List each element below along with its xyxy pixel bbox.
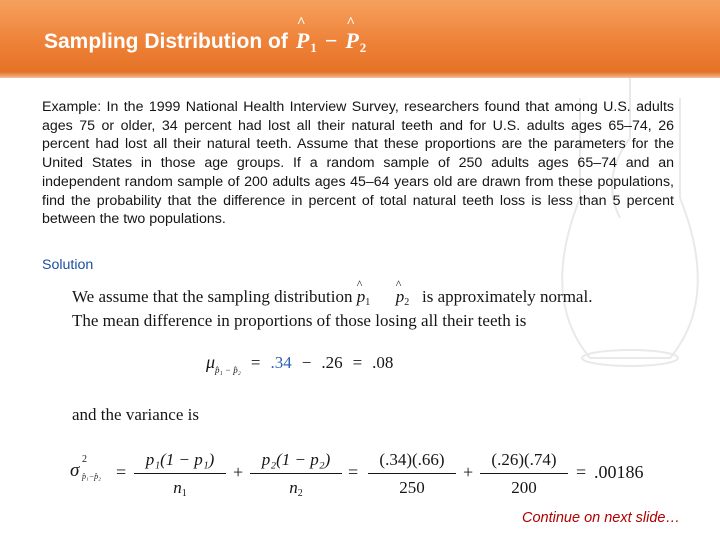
variance-equals: = — [116, 462, 127, 482]
fraction-2-denominator — [250, 474, 342, 498]
mean-value-a: .34 — [270, 353, 292, 372]
slide-title-math — [296, 28, 366, 54]
continue-note: Continue on next slide… — [522, 510, 680, 526]
slide-title-text: Sampling Distribution of — [44, 30, 288, 53]
solution-label: Solution — [42, 257, 94, 273]
title-minus: − — [324, 28, 338, 53]
slide-title — [44, 28, 366, 54]
mean-equation — [206, 352, 403, 373]
fraction-1-n: n — [173, 478, 182, 497]
fraction-4 — [480, 450, 568, 498]
fraction-3-denominator: 250 — [399, 478, 425, 497]
solution-line-1-text-a: We assume that the sampling distribution — [72, 287, 353, 306]
mean-subscript: p̂₁ − p̂₂ — [215, 365, 241, 375]
p-hat-2: ^ p — [396, 287, 405, 307]
mean-value-b: .26 — [321, 353, 343, 372]
fraction-1-numerator: p₁(1 − p₁) — [145, 450, 215, 469]
fraction-2-numerator: p₂(1 − p₂) — [261, 450, 331, 469]
variance-superscript: 2 — [82, 454, 87, 465]
variance-equals-2: = — [348, 462, 359, 482]
variance-equation — [70, 450, 660, 504]
fraction-1-n-sub: 1 — [181, 488, 187, 499]
variance-symbol: σ — [70, 460, 80, 481]
variance-subscript: p̂₁−p̂₂ — [82, 472, 101, 481]
variance-plus-2: + — [463, 462, 474, 482]
solution-line-2: The mean difference in proportions of those losing all their teeth is — [72, 311, 527, 330]
fraction-2 — [250, 450, 342, 498]
variance-plus: + — [233, 462, 244, 482]
p-hat-1: ^ p — [357, 287, 366, 307]
mean-result: .08 — [372, 353, 394, 372]
fraction-3 — [368, 450, 456, 498]
fraction-2-n: n — [289, 478, 298, 497]
solution-line-1-text-b: is approximately normal. — [422, 287, 593, 306]
solution-line-3: and the variance is — [72, 405, 199, 424]
mean-equals: = — [250, 353, 261, 372]
mean-equals-2: = — [352, 353, 363, 372]
fraction-3-numerator: (.34)(.66) — [379, 450, 445, 469]
fraction-2-n-sub: 2 — [297, 488, 303, 499]
fraction-4-numerator: (.26)(.74) — [491, 450, 557, 469]
title-p2: ^ P — [345, 28, 358, 54]
fraction-4-denominator: 200 — [511, 478, 537, 497]
example-paragraph: Example: In the 1999 National Health Interview Survey, researchers found that among U.S. adults ages 75 or older, 34 percent had lost all their natural teeth and for U.S. adults ages 65–74, 26 percent had lost all their natural teeth. Assume that these proportions are the parameters for the United States in those age groups. If a random sample of 250 adults ages 65–74 and an independent random sample of 200 adults ages 45–64 years old are drawn from these populations, find the probability that the difference in percent of total natural teeth loss is less than 5 percent between the two populations. — [42, 99, 674, 228]
fraction-1 — [134, 450, 226, 498]
title-sub2: 2 — [359, 40, 367, 55]
title-p1: ^ P — [296, 28, 309, 54]
mean-symbol: μ — [206, 352, 216, 372]
variance-result: .00186 — [594, 462, 644, 482]
title-sub1: 1 — [310, 40, 317, 55]
p-hat-1-sub: 1 — [365, 297, 371, 308]
solution-line-1 — [72, 287, 592, 307]
mean-minus: − — [301, 353, 312, 372]
variance-equals-3: = — [576, 462, 587, 482]
p-hat-2-sub: 2 — [404, 297, 410, 308]
fraction-1-denominator — [134, 474, 226, 498]
